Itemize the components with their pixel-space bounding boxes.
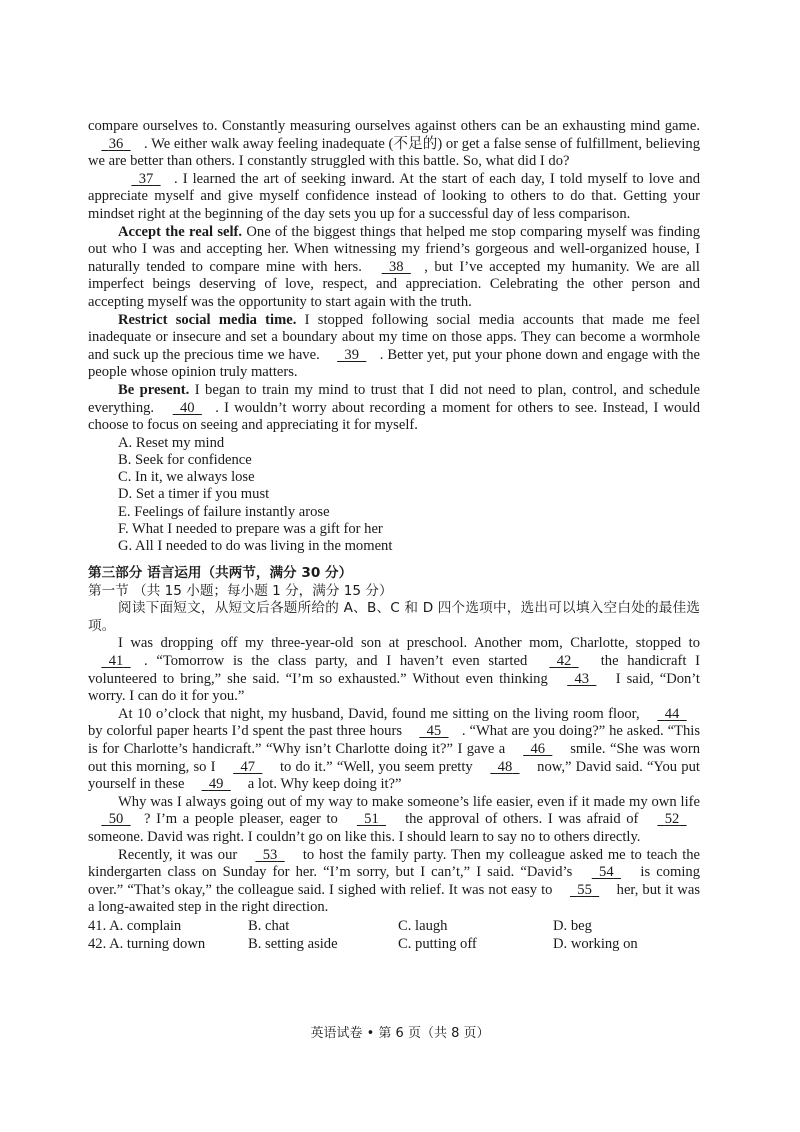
choice-option: C. putting off bbox=[398, 935, 477, 952]
option-item: E. Feelings of failure instantly arose bbox=[118, 503, 330, 520]
answer-blank: 36 bbox=[108, 135, 124, 152]
answer-blank: 53 bbox=[262, 846, 278, 863]
choice-row bbox=[88, 917, 700, 935]
option-item: F. What I needed to prepare was a gift for her bbox=[118, 520, 383, 537]
choice-row bbox=[88, 935, 700, 953]
answer-blank: 41 bbox=[108, 653, 124, 670]
section-heading: Accept the real self. bbox=[118, 223, 243, 240]
paragraph: Be present. I began to train my mind to trust that I did not need to plan, control, and schedule everything. 40 . I wouldn’t worry about recording a moment for others to see. Instead, I would choose to focus on seeing and appreciating it for myself. bbox=[88, 381, 701, 434]
answer-blank: 52 bbox=[664, 811, 680, 828]
answer-blank: 40 bbox=[179, 399, 195, 416]
paragraph: At 10 o’clock that night, my husband, David, found me sitting on the living room floor, 44 by colorful paper hearts I’d spent the past three hours 45 . “What are you doing?” he asked. “This is for Charlotte’s handicraft.” “Why isn’t Charlotte doing it?” I gave a 46 smile. “She was worn out this morning, so I 47 to do it.” “Well, you seem pretty 48 now,” David said. “You put yourself in these 49 a lot. Why keep doing it?” bbox=[88, 705, 700, 793]
answer-blank: 37 bbox=[138, 170, 154, 187]
answer-blank: 47 bbox=[240, 758, 256, 775]
answer-blank: 48 bbox=[497, 758, 513, 775]
answer-blank: 39 bbox=[344, 346, 360, 363]
choice-option: 42. A. turning down bbox=[88, 935, 206, 952]
choice-option: D. working on bbox=[553, 935, 638, 952]
section-heading: Restrict social media time. bbox=[118, 311, 297, 328]
option-item: G. All I needed to do was living in the moment bbox=[118, 537, 393, 554]
option-item: D. Set a timer if you must bbox=[118, 486, 270, 503]
answer-blank: 50 bbox=[108, 811, 124, 828]
answer-blank: 43 bbox=[574, 670, 590, 687]
choice-option: B. chat bbox=[248, 917, 290, 934]
subsection-title: 第一节 （共 15 小题；每小题 1 分，满分 15 分） bbox=[88, 582, 393, 599]
answer-blank: 42 bbox=[556, 653, 572, 670]
choice-option: 41. A. complain bbox=[88, 917, 182, 934]
instructions: 阅读下面短文，从短文后各题所给的 A、B、C 和 D 四个选项中，选出可以填入空白处的最佳选项。 bbox=[88, 600, 700, 634]
section-heading: Be present. bbox=[118, 381, 190, 398]
paragraph: I was dropping off my three-year-old son at preschool. Another mom, Charlotte, stopped to 41 . “Tomorrow is the class party, and I haven’t even started 42 the handicraft I volunteered to bring,” she said. “I’m so exhausted.” Without even thinking 43 I said, “Don’t worry. I can do it for you.” bbox=[88, 635, 701, 705]
paragraph: Recently, it was our 53 to host the family party. Then my colleague asked me to teach the kindergarten class on Sunday for her. “I’m sorry, but I can’t,” I said. “David’s 54 is coming over.” “That’s okay,” the colleague said. I sighed with relief. It was not easy to 55 her, but it was a long-awaited step in the right direction. bbox=[88, 846, 701, 916]
answer-blank: 49 bbox=[208, 776, 224, 793]
paragraph: Accept the real self. One of the biggest things that helped me stop comparing myself was finding out who I was and accepting her. When witnessing my friend’s gorgeous and well-organized house, I naturally tended to compare mine with hers. 38 , but I’ve accepted my humanity. We are all imperfect beings deserving of love, respect, and appreciation. Celebrating the other person and accepting myself was the opportunity to start again with the truth. bbox=[88, 223, 700, 310]
answer-blank: 44 bbox=[664, 705, 680, 722]
paragraph: 37 . I learned the art of seeking inward. At the start of each day, I told myself to love and appreciate myself and give myself confidence instead of looking to others to do that. Getting your mindset right at the beginning of the day sets you up for a successful day of less comparison. bbox=[88, 170, 700, 222]
option-item: C. In it, we always lose bbox=[118, 469, 255, 486]
option-item: A. Reset my mind bbox=[118, 434, 225, 451]
answer-blank: 38 bbox=[388, 258, 404, 275]
answer-blank: 55 bbox=[577, 881, 592, 898]
paragraph: Why was I always going out of my way to make someone’s life easier, even if it made my own life 50 ? I’m a people pleaser, eager to 51 the approval of others. I was afraid of 52 someone. David was right. I couldn’t go on like this. I should learn to say no to others directly. bbox=[88, 793, 700, 846]
answer-blank: 51 bbox=[364, 811, 379, 828]
choice-option: B. setting aside bbox=[248, 935, 338, 952]
paragraph: Restrict social media time. I stopped following social media accounts that made me feel inadequate or insecure and set a boundary about my time on those apps. They can become a wormhole and suck up the precious time we have. 39 . Better yet, put your phone down and engage with the people whose opinion truly matters. bbox=[88, 311, 701, 381]
answer-blank: 46 bbox=[530, 741, 546, 758]
option-list bbox=[88, 435, 700, 555]
exam-page bbox=[88, 118, 700, 953]
paragraph: compare ourselves to. Constantly measuring ourselves against others can be an exhausting mind game. 36 . We either walk away feeling inadequate (不足的) or get a false sense of fulfillment, believing we are better than others. I constantly struggled with this battle. So, what did I do? bbox=[88, 118, 700, 170]
option-item: B. Seek for confidence bbox=[118, 451, 252, 468]
choice-option: C. laugh bbox=[398, 917, 448, 934]
part-title: 第三部分 语言运用（共两节，满分 30 分） bbox=[88, 565, 353, 582]
page-footer: 英语试卷 • 第 6 页（共 8 页） bbox=[310, 1026, 490, 1041]
answer-blank: 54 bbox=[599, 864, 614, 881]
choice-option: D. beg bbox=[553, 917, 592, 934]
answer-blank: 45 bbox=[426, 723, 442, 740]
